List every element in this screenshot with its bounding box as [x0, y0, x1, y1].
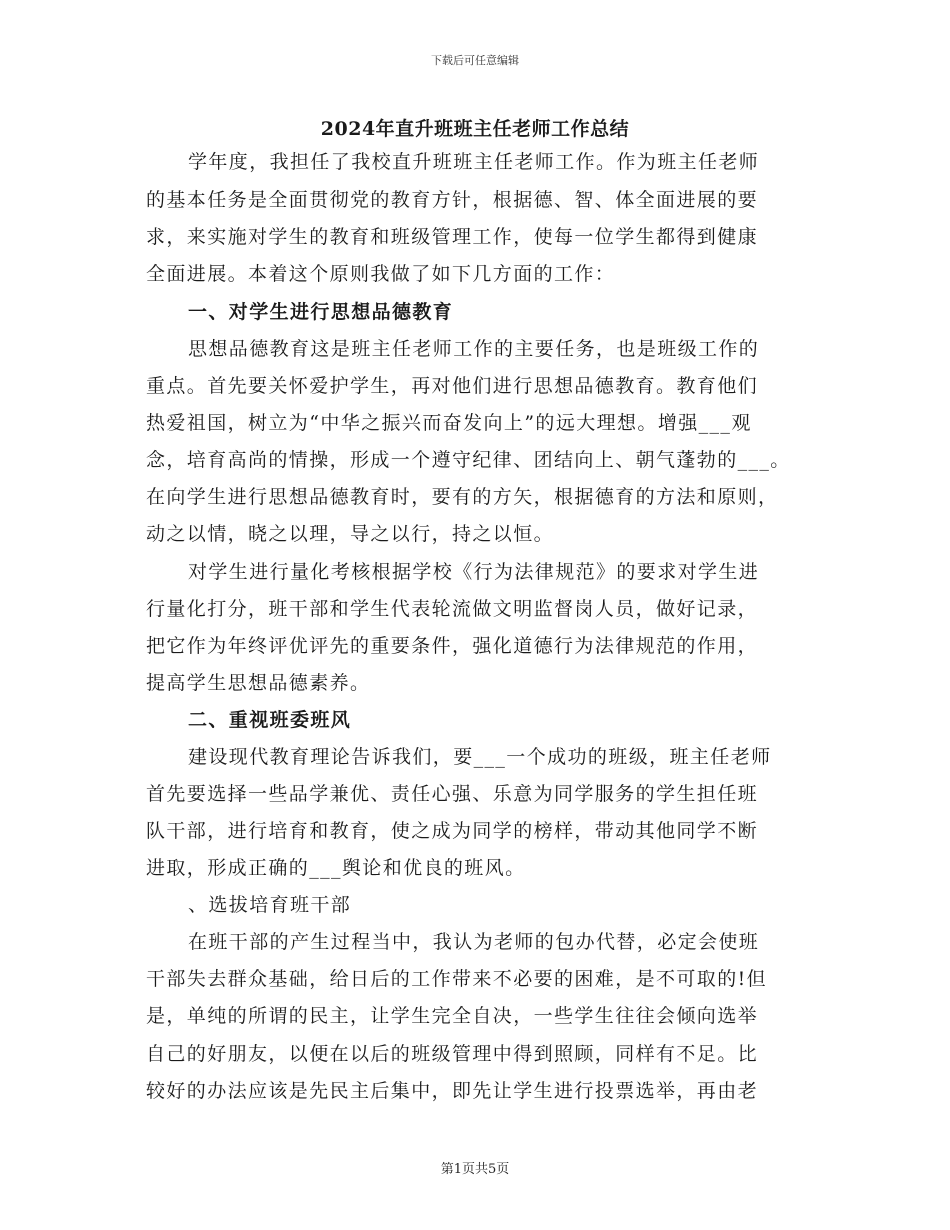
- document-title: 2024年直升班班主任老师工作总结: [320, 118, 630, 140]
- paragraph-line: 思想品德教育这是班主任老师工作的主要任务，也是班级工作的: [188, 338, 760, 360]
- header-note: 下载后可任意编辑: [431, 54, 519, 67]
- paragraph-line: 对学生进行量化考核根据学校《行为法律规范》的要求对学生进: [188, 561, 760, 583]
- section-heading: 二、重视班委班风: [188, 709, 352, 731]
- page-footer: 第1页共5页: [440, 1162, 510, 1177]
- paragraph-line: 队干部，进行培育和教育，使之成为同学的榜样，带动其他同学不断: [146, 820, 759, 842]
- paragraph-line: 全面进展。本着这个原则我做了如下几方面的工作：: [146, 263, 616, 285]
- paragraph-line: 重点。首先要关怀爱护学生，再对他们进行思想品德教育。教育他们: [146, 375, 759, 397]
- paragraph-line: 念，培育高尚的情操，形成一个遵守纪律、团结向上、朝气蓬勃的___。: [146, 449, 791, 471]
- paragraph-line: 自己的好朋友，以便在以后的班级管理中得到照顾，同样有不足。比: [146, 1043, 759, 1065]
- paragraph-line: 动之以情，晓之以理，导之以行，持之以恒。: [146, 523, 555, 545]
- paragraph-line: 较好的办法应该是先民主后集中，即先让学生进行投票选举，再由老: [146, 1080, 759, 1102]
- paragraph-line: 提高学生思想品德素养。: [146, 672, 371, 694]
- paragraph-line: 在向学生进行思想品德教育时，要有的方矢，根据德育的方法和原则，: [146, 486, 779, 508]
- paragraph-line: 干部失去群众基础，给日后的工作带来不必要的困难，是不可取的!但: [146, 968, 768, 990]
- paragraph-line: 行量化打分，班干部和学生代表轮流做文明监督岗人员，做好记录，: [146, 598, 759, 620]
- subsection-heading: 、选拔培育班干部: [188, 894, 352, 916]
- paragraph-line: 进取，形成正确的___舆论和优良的班风。: [146, 857, 526, 879]
- paragraph-line: 求，来实施对学生的教育和班级管理工作，使每一位学生都得到健康: [146, 226, 759, 248]
- paragraph-line: 建设现代教育理论告诉我们，要___一个成功的班级，班主任老师: [188, 746, 772, 768]
- paragraph-line: 是，单纯的所谓的民主，让学生完全自决，一些学生往往会倾向选举: [146, 1005, 759, 1027]
- paragraph-line: 的基本任务是全面贯彻党的教育方针，根据德、智、体全面进展的要: [146, 189, 759, 211]
- paragraph-line: 把它作为年终评优评先的重要条件，强化道德行为法律规范的作用，: [146, 635, 759, 657]
- paragraph-line: 首先要选择一些品学兼优、责任心强、乐意为同学服务的学生担任班: [146, 783, 759, 805]
- paragraph-line: 学年度，我担任了我校直升班班主任老师工作。作为班主任老师: [188, 151, 760, 173]
- paragraph-line: 热爱祖国，树立为“中华之振兴而奋发向上”的远大理想。增强___观: [146, 412, 752, 434]
- paragraph-line: 在班干部的产生过程当中，我认为老师的包办代替，必定会使班: [188, 931, 760, 953]
- section-heading: 一、对学生进行思想品德教育: [188, 301, 454, 323]
